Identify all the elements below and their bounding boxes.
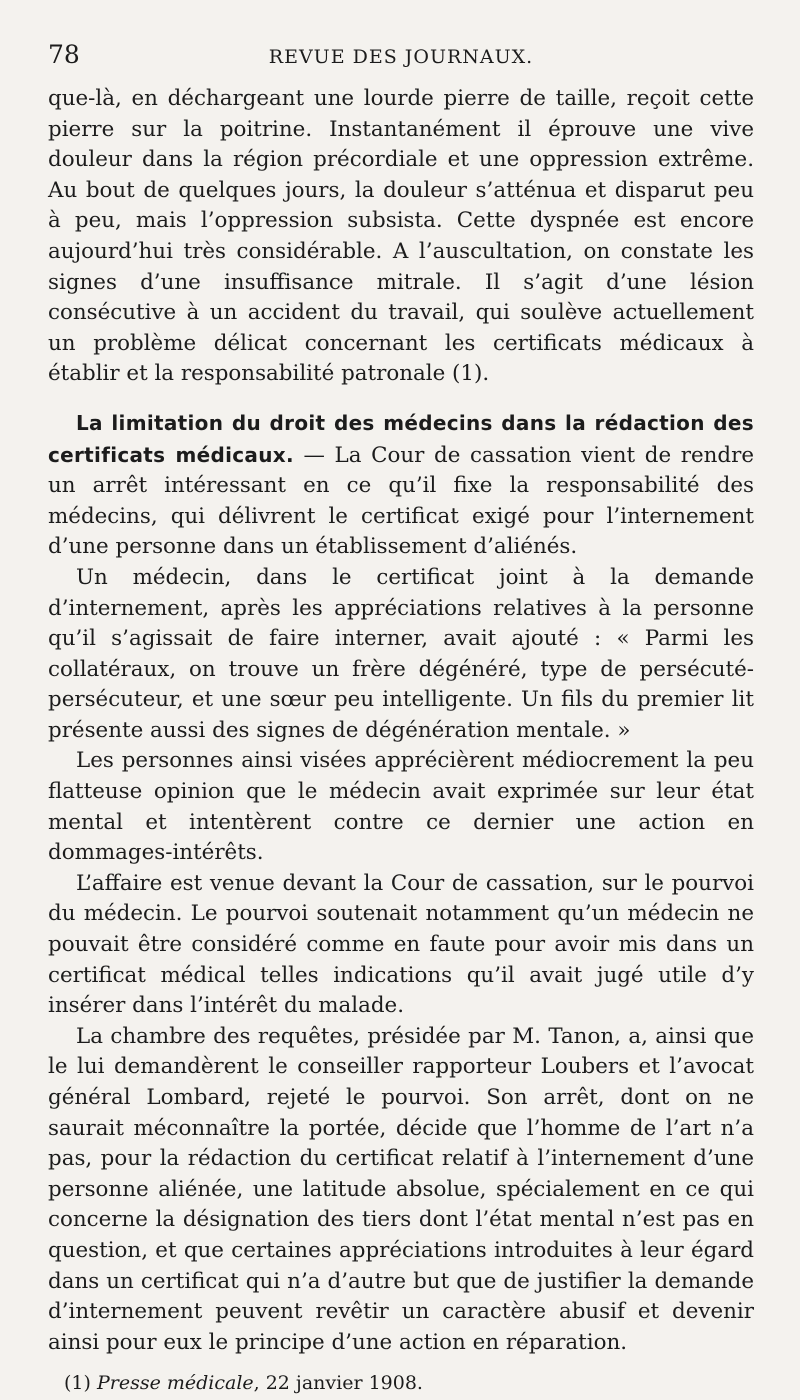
footnote-date: , 22 janvier 1908. [253, 1372, 423, 1395]
paragraph-appeal: L’affaire est venue devant la Cour de cassation, sur le pourvoi du médecin. Le pourvoi soutenait notamment qu’un médecin ne pouvait être considéré comme en faute pour avoir mis dans un certificat médical telles indications qu’il avait jugé utile d’y insérer dans l’intérêt du malade. [48, 870, 754, 1019]
paragraph-ruling: La chambre des requêtes, présidée par M. Tanon, a, ainsi que le lui demandèrent le conseiller rapporteur Loubers et l’avocat général Lombard, rejeté le pourvoi. Son arrêt, dont on ne saurait méconnaître la portée, décide que l’homme de l’art n’a pas, pour la rédaction du certificat relatif à l’internement d’une personne aliénée, une latitude absolue, spécialement en ce qui concerne la désignation des tiers dont l’état mental n’est pas en question, et que certaines appréciations introduites à leur égard dans un certificat qui n’a d’autre but que de justifier la demande d’internement peuvent revêtir un caractère abusif et devenir ainsi pour eux le principe d’une action en réparation. [48, 1023, 754, 1355]
footnote [48, 1370, 754, 1396]
page-number: 78 [48, 40, 80, 69]
paragraph-certificate: Un médecin, dans le certificat joint à la demande d’internement, après les appréciations relatives à la personne qu’il s’agissait de faire interner, avait ajouté : « Parmi les collatéraux, on trouve un frère dégénéré, type de persécuté-persécuteur, et une sœur peu intelligente. Un fils du premier lit présente aussi des signes de dégénération mentale. » [48, 564, 754, 743]
continued-paragraph: que-là, en déchargeant une lourde pierre de taille, reçoit cette pierre sur la poitrine. Instantanément il éprouve une vive douleur dans la région précordiale et une oppression extrême. Au bout de quelques jours, la douleur s’atténua et disparut peu à peu, mais l’oppression subsista. Cette dyspnée est encore aujourd’hui très considérable. A l’auscultation, on constate les signes d’une insuffisance mitrale. Il s’agit d’une lésion consécutive à un accident du travail, qui soulève actuellement un problème délicat concernant les certificats médicaux à établir et la responsabilité patronale (1). [48, 86, 754, 387]
running-head: REVUE DES JOURNAUX. [268, 46, 534, 68]
section-paragraph [48, 408, 754, 563]
paragraph-action: Les personnes ainsi visées apprécièrent médiocrement la peu flatteuse opinion que le médecin avait exprimée sur leur état mental et intentèrent contre ce dernier une action en dommages-intérêts. [48, 748, 754, 866]
section-intro-text: — La Cour de cassation vient de rendre un arrêt intéressant en ce qu’il fixe la responsabilité des médecins, qui délivrent le certificat exigé pour l’internement d’une personne dans un établissement d’aliénés. [48, 442, 755, 560]
article-body [48, 84, 754, 1358]
footnote-marker: (1) [64, 1372, 97, 1395]
footnote-source: Presse médicale [96, 1372, 254, 1395]
page-header [48, 40, 754, 84]
section-title: La limitation du droit des médecins dans la rédaction des certificats médicaux. [48, 410, 754, 467]
